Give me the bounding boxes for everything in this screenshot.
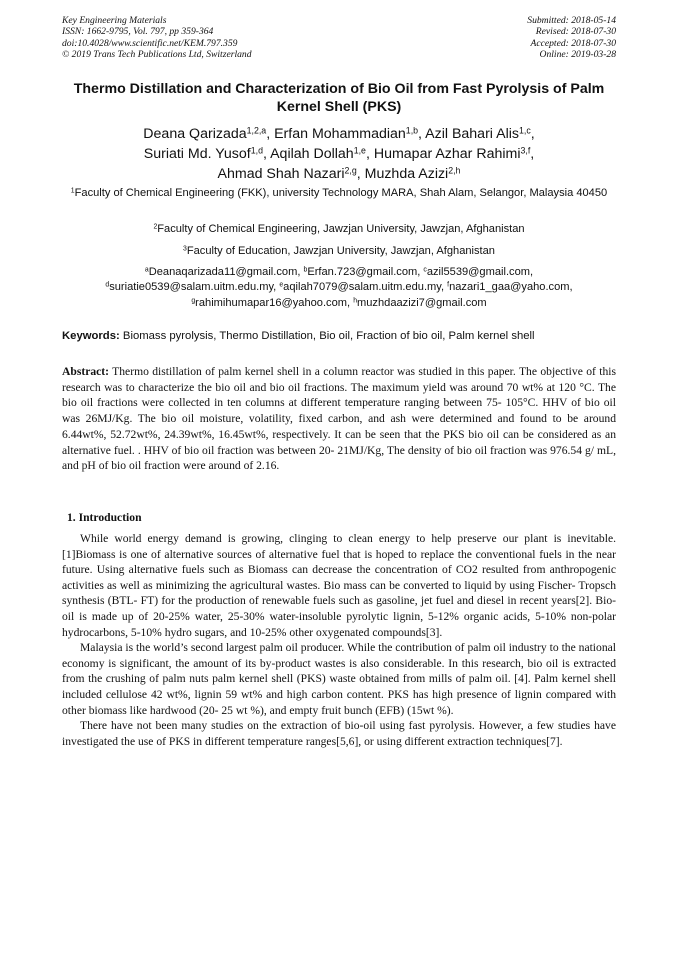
author: Suriati Md. Yusof$^{1,d}$, [143, 145, 271, 162]
date-online: Online: 2019-03-28 [539, 49, 616, 61]
date-submitted: Submitted: 2018-05-14 [527, 15, 616, 26]
abstract-label: Abstract: [62, 365, 110, 378]
author-list [62, 124, 616, 184]
section-heading: 1. Introduction [67, 511, 142, 524]
author: Aqilah Dollah$^{1,e}$, [270, 145, 374, 162]
author-email[interactable]: $^f$nazari1_gaa@yaho.com [447, 281, 570, 294]
author: Deana Qarizada$^{1,2,a}$, [143, 125, 275, 142]
author-email[interactable]: $^a$Deanaqarizada11@gmail.com [144, 266, 298, 278]
journal-name: Key Engineering Materials [62, 15, 167, 26]
abstract-text: Thermo distillation of palm kernel shell in a column reactor was studied in this paper. The objective of this research was to characterize the bio oil and bio oil fractions. The maximum yield was around 70 wt% at 120 °C. The bio oil fractions were collected in ten columns at different temperature ranging between 75- 105°C. HHV of bio oil was 26MJ/Kg. The bio oil moisture, volatility, fixed carbon, and ash were determined and found to be around 6.44wt%, 52.72wt%, 24.39wt%, 16.45wt%, respectively. It can be seen that the PKS bio oil can be considered as an alternative fuel. . HHV of bio oil fraction was between 20- 21MJ/Kg, The density of bio oil fraction was 976.54 g/ mL, and pH of bio oil fraction were around of 2.16. [62, 365, 616, 473]
keywords-text: Biomass pyrolysis, Thermo Distillation, Bio oil, Fraction of bio oil, Palm kernel shell [119, 330, 535, 342]
author: Azil Bahari Alis$^{1,c}$, [425, 125, 535, 142]
journal-header-right [527, 15, 616, 61]
author-email[interactable]: $^d$suriatie0539@salam.uitm.edu.my [105, 281, 274, 294]
author-email[interactable]: $^g$rahimihumapar16@yahoo.com [191, 296, 348, 309]
paragraph: There have not been many studies on the extraction of bio-oil using fast pyrolysis. However, a few studies have investigated the use of PKS in different temperature ranges[5,6], or using different extraction techniques[7]. [62, 719, 616, 748]
paper-title: Thermo Distillation and Characterization of Bio Oil from Fast Pyrolysis of Palm Kernel Shell (PKS) [73, 81, 605, 115]
author: Erfan Mohammadian$^{1,b}$, [274, 125, 426, 142]
affiliation-3: $^3$Faculty of Education, Jawzjan University, Jawzjan, Afghanistan [183, 245, 495, 257]
date-revised: Revised: 2018-07-30 [535, 26, 616, 38]
author: Humapar Azhar Rahimi$^{3,f}$, [373, 145, 535, 162]
author: Ahmad Shah Nazari$^{2,g}$, [217, 165, 365, 182]
affiliation-2: $^2$Faculty of Chemical Engineering, Jawzjan University, Jawzjan, Afghanistan [153, 223, 525, 235]
author-email[interactable]: $^h$muzhdaazizi7@gmail.com [353, 296, 487, 309]
affiliation-1: $^1$Faculty of Chemical Engineering (FKK), university Technology MARA, Shah Alam, Selangor, Malaysia 40450 [70, 187, 608, 199]
journal-copyright: © 2019 Trans Tech Publications Ltd, Switzerland [62, 49, 252, 61]
abstract [62, 364, 616, 474]
date-accepted: Accepted: 2018-07-30 [530, 37, 616, 49]
journal-header-left [62, 15, 252, 61]
journal-issn: ISSN: 1662-9795, Vol. 797, pp 359-364 [62, 26, 214, 38]
introduction-body [62, 531, 616, 749]
paragraph: Malaysia is the world’s second largest palm oil producer. While the contribution of palm oil industry to the national economy is significant, the amount of its by-product wastes is also considerable. In this research, bio oil is extracted from the crushing of palm nuts palm kernel shell (PKS) waste obtained from mills of palm oil. [4]. Palm kernel shell included cellulose 42 wt%, lignin 59 wt% and high carbon content. PKS has high presence of lignin compared with other biomass like hardwood (20- 25 wt %), and empty fruit bunch (EFB) (15wt %). [62, 641, 616, 717]
author-email[interactable]: $^c$azil5539@gmail.com [423, 266, 530, 278]
keywords-label: Keywords: [62, 330, 120, 342]
author-email[interactable]: $^b$Erfan.723@gmail.com [303, 266, 418, 278]
email-list: $^a$Deanaqarizada11@gmail.com, $^b$Erfan.723@gmail.com, $^c$azil5539@gmail.com, $^d$suriatie0539@salam.uitm.edu.my, $^e$aqilah7079@salam.uitm.edu.my, $^f$nazari1_gaa@yaho.com, $^g$rahimihumapar16@yahoo.com, $^h$muzhdaazizi7@gmail.com [105, 266, 573, 309]
journal-doi[interactable]: doi:10.4028/www.scientific.net/KEM.797.359 [62, 37, 238, 49]
author-email[interactable]: $^e$aqilah7079@salam.uitm.edu.my [279, 281, 441, 294]
paragraph: While world energy demand is growing, clinging to clean energy to help preserve our plant is inevitable. [1]Biomass is one of alternative sources of alternative fuel that is hoped to replace the conventional fuels in the near future. Using alternative fuels such as Biomass can decrease the concentration of CO2 resulted from anthropogenic activities as well as minimizing the agricultural wastes. Bio mass can be converted to liquid by using Fischer- Tropsch synthesis (BTL- FT) for the production of renewable fuels such as gasoline, jet fuel and diesel in recent years[2]. Bio-oil is made up of 20-25% water, 25-30% water-insoluble pyrolytic lignin, 5-12% organic acids, 5-10% non-polar hydrocarbons, 5-10% hydro sugars, and 10-25% other oxygenated compounds[3]. [62, 532, 616, 639]
author: Muzhda Azizi$^{2,h}$ [364, 165, 461, 182]
keywords [62, 329, 622, 343]
